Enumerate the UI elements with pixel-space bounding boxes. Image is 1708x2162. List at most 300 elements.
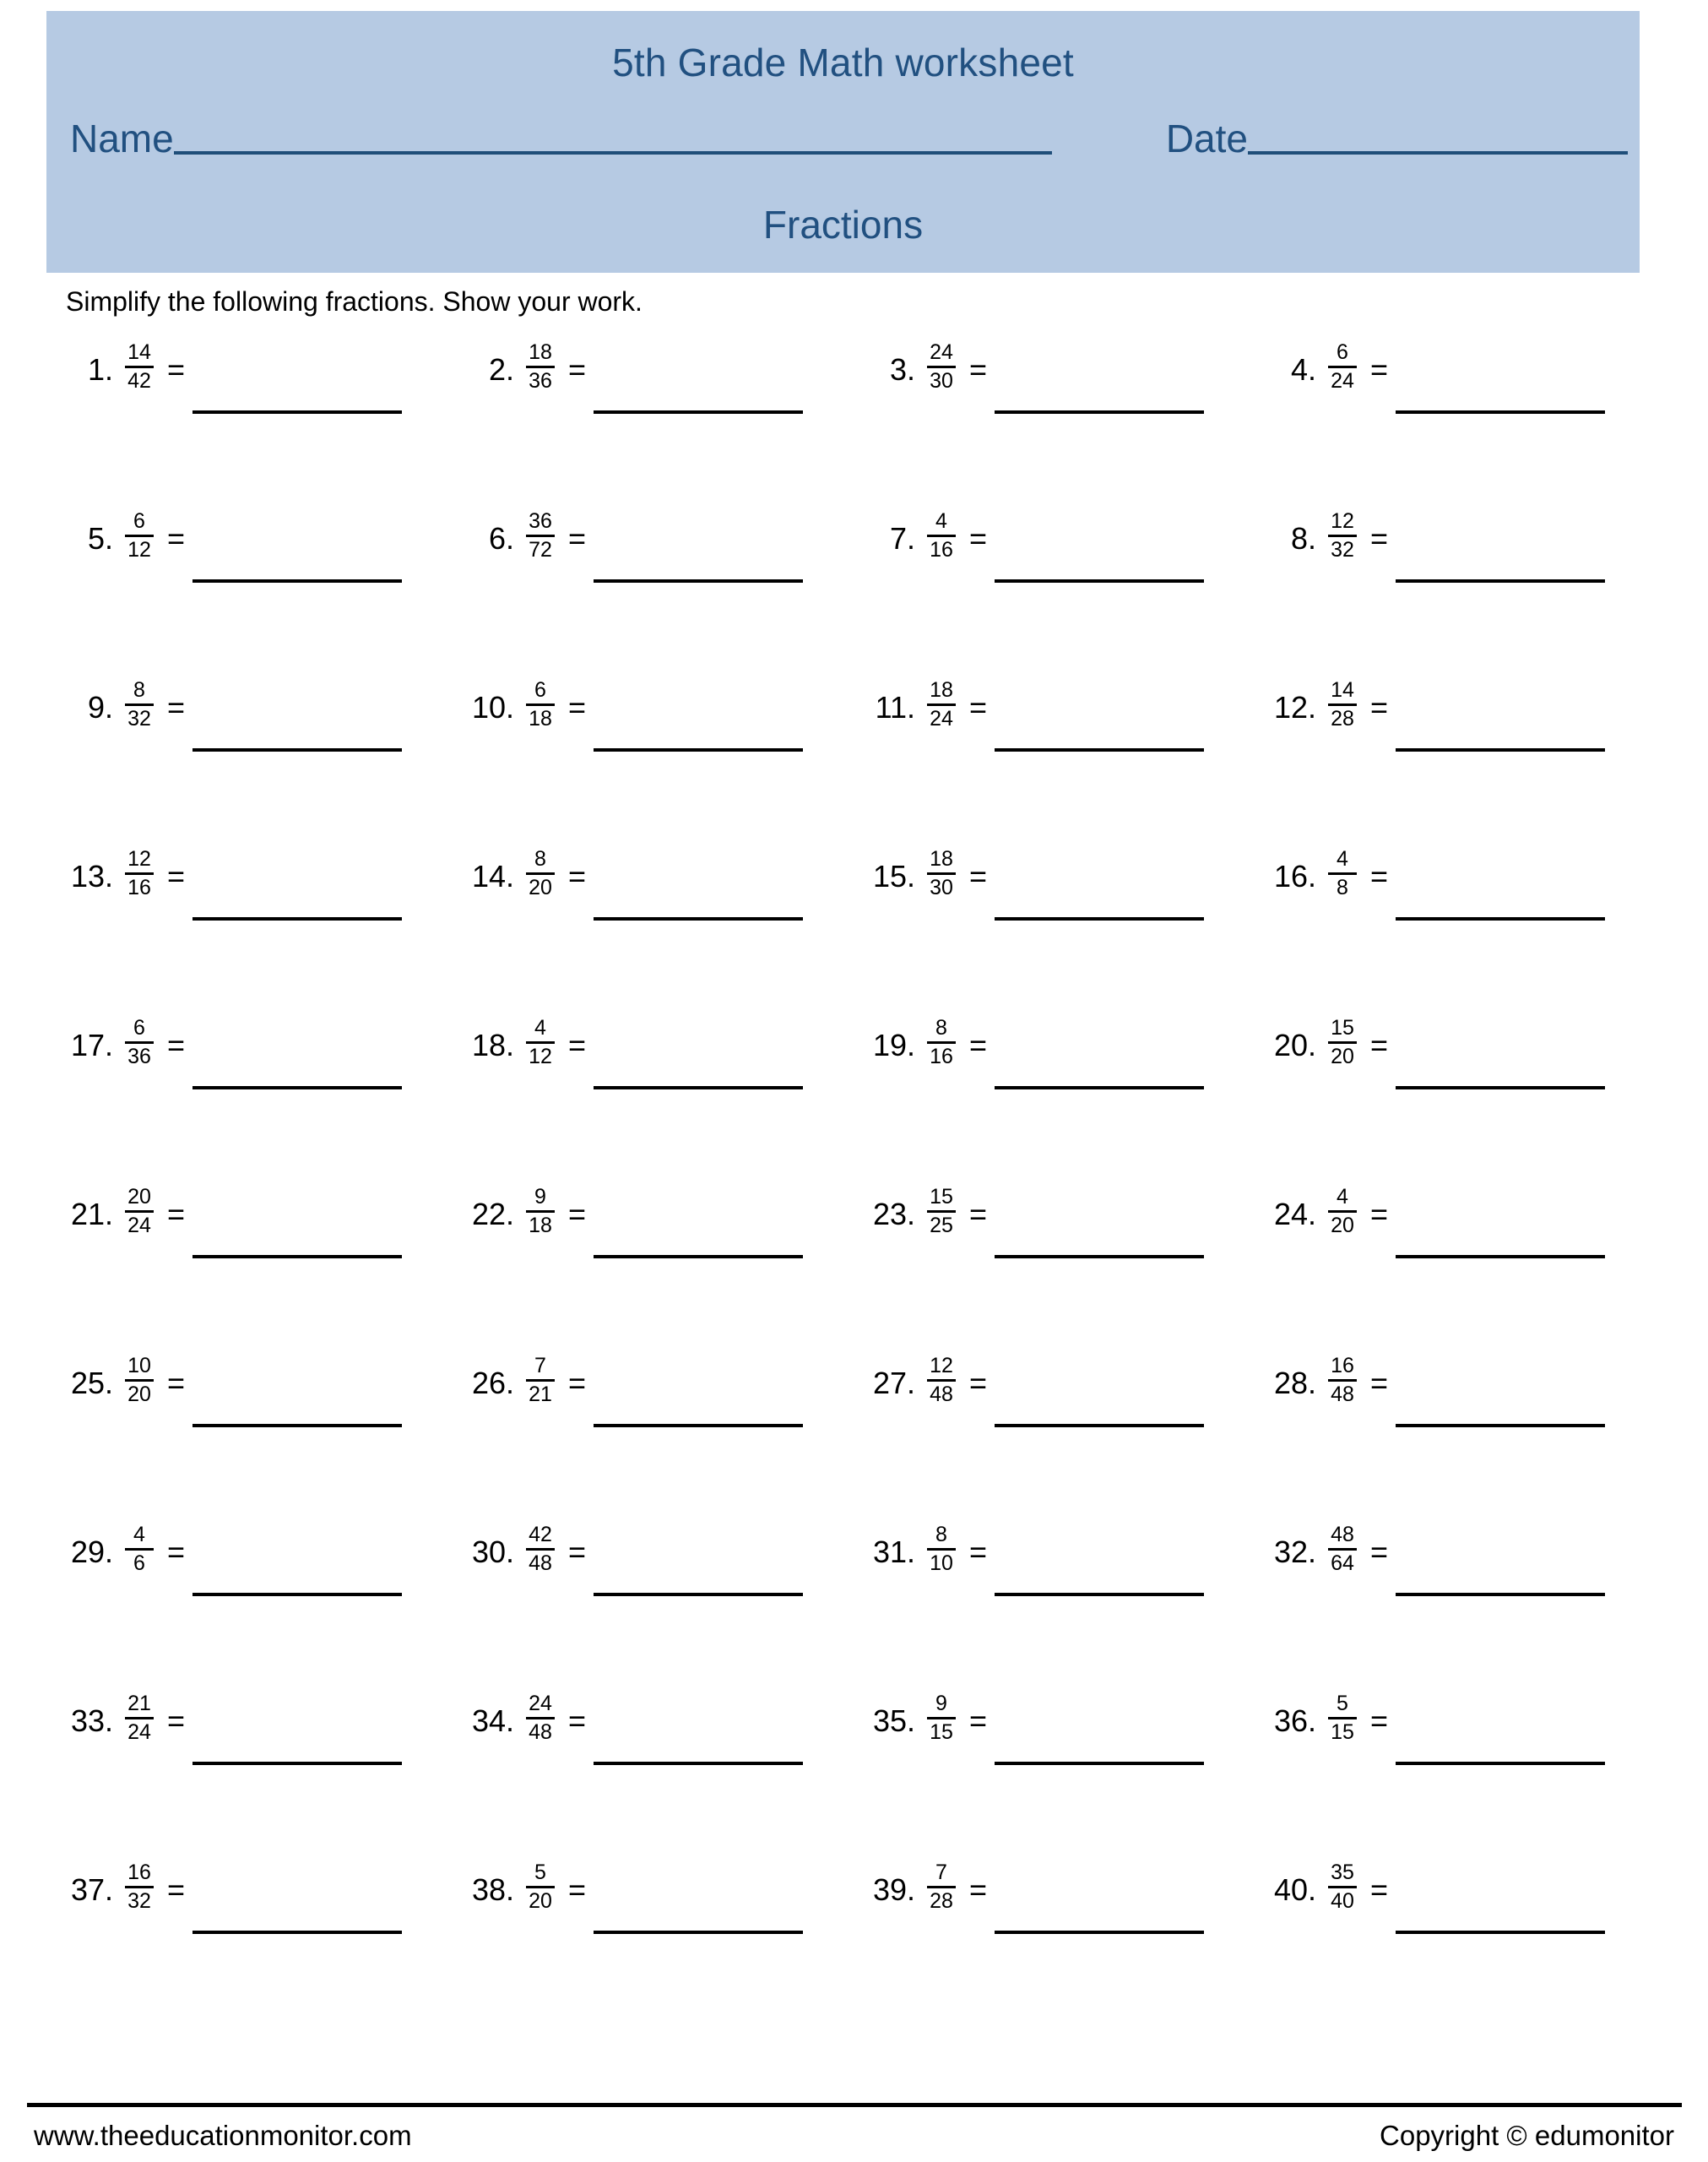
fraction-bar — [927, 703, 956, 706]
fraction-denominator: 24 — [127, 1720, 151, 1744]
answer-blank[interactable] — [594, 579, 803, 583]
equals-sign: = — [167, 352, 186, 387]
fraction — [1328, 1687, 1357, 1744]
fraction-denominator: 10 — [930, 1551, 953, 1575]
name-label: Name — [70, 117, 174, 160]
problem-number: 7. — [889, 521, 915, 556]
problem-cell — [51, 1350, 452, 1518]
problem-cell — [452, 1350, 853, 1518]
equals-sign: = — [969, 690, 988, 725]
fraction-numerator: 42 — [529, 1523, 552, 1546]
fraction-bar — [1328, 1041, 1357, 1044]
fraction — [927, 1350, 956, 1406]
answer-blank[interactable] — [1396, 1762, 1605, 1765]
fraction — [927, 1687, 956, 1744]
problem-cell — [1254, 505, 1655, 674]
problem-number: 5. — [87, 521, 113, 556]
equals-sign: = — [1370, 690, 1389, 725]
answer-blank[interactable] — [995, 1086, 1204, 1089]
problem-number: 38. — [471, 1872, 514, 1907]
fraction-bar — [927, 366, 956, 368]
answer-blank[interactable] — [594, 748, 803, 752]
problem-number: 2. — [488, 352, 514, 387]
answer-blank[interactable] — [1396, 1086, 1605, 1089]
answer-blank[interactable] — [995, 748, 1204, 752]
fraction-denominator: 64 — [1331, 1551, 1354, 1575]
fraction — [125, 674, 154, 731]
fraction-denominator: 18 — [529, 1214, 552, 1237]
name-input-line[interactable] — [174, 151, 1052, 155]
fraction-numerator: 8 — [935, 1016, 947, 1040]
fraction — [1328, 1856, 1357, 1913]
problem-number: 9. — [87, 690, 113, 725]
instructions-text: Simplify the following fractions. Show your work. — [66, 286, 643, 317]
fraction-numerator: 35 — [1331, 1861, 1354, 1884]
answer-blank[interactable] — [192, 1593, 402, 1596]
fraction — [526, 1518, 555, 1575]
problem-number: 22. — [471, 1197, 514, 1231]
answer-blank[interactable] — [594, 917, 803, 921]
fraction-bar — [927, 1548, 956, 1551]
problem-cell — [452, 843, 853, 1012]
footer — [34, 2120, 1674, 2152]
fraction — [1328, 1181, 1357, 1237]
problem-number: 27. — [872, 1366, 915, 1400]
answer-blank[interactable] — [995, 917, 1204, 921]
fraction — [125, 1856, 154, 1913]
fraction-bar — [1328, 535, 1357, 537]
fraction — [526, 1181, 555, 1237]
problem-number: 28. — [1273, 1366, 1316, 1400]
footer-divider — [27, 2103, 1682, 2107]
answer-blank[interactable] — [995, 579, 1204, 583]
equals-sign: = — [1370, 1872, 1389, 1907]
problem-cell — [1254, 1181, 1655, 1350]
fraction — [125, 336, 154, 393]
fraction-numerator: 21 — [127, 1692, 151, 1715]
fraction-bar — [526, 1210, 555, 1213]
fraction-bar — [125, 1886, 154, 1888]
fraction — [526, 505, 555, 562]
answer-blank[interactable] — [192, 410, 402, 414]
fraction-denominator: 6 — [133, 1551, 145, 1575]
fraction-numerator: 9 — [534, 1185, 546, 1209]
problem-number: 3. — [889, 352, 915, 387]
fraction-numerator: 4 — [534, 1016, 546, 1040]
problem-cell — [1254, 1012, 1655, 1181]
fraction-bar — [927, 1717, 956, 1719]
fraction-numerator: 9 — [935, 1692, 947, 1715]
problem-number: 37. — [70, 1872, 113, 1907]
problem-row — [51, 1350, 1655, 1518]
answer-blank[interactable] — [995, 1762, 1204, 1765]
fraction-denominator: 36 — [529, 369, 552, 393]
fraction-denominator: 30 — [930, 369, 953, 393]
problem-number: 33. — [70, 1703, 113, 1738]
problem-number: 6. — [488, 521, 514, 556]
fraction — [927, 843, 956, 899]
problem-cell — [452, 1012, 853, 1181]
problem-number: 40. — [1273, 1872, 1316, 1907]
fraction-denominator: 8 — [1337, 876, 1348, 899]
problem-cell — [853, 674, 1254, 843]
fraction-bar — [526, 1717, 555, 1719]
equals-sign: = — [969, 1872, 988, 1907]
problem-number: 29. — [70, 1535, 113, 1569]
fraction-numerator: 4 — [1337, 847, 1348, 871]
problem-cell — [853, 1856, 1254, 2025]
problem-cell — [452, 1518, 853, 1687]
answer-blank[interactable] — [995, 1593, 1204, 1596]
answer-blank[interactable] — [995, 1424, 1204, 1427]
answer-blank[interactable] — [594, 1931, 803, 1934]
problem-cell — [1254, 1687, 1655, 1856]
fraction-numerator: 18 — [930, 847, 953, 871]
equals-sign: = — [568, 1703, 587, 1738]
fraction — [125, 1350, 154, 1406]
fraction-denominator: 48 — [529, 1551, 552, 1575]
problem-cell — [51, 1687, 452, 1856]
problem-cell — [51, 1012, 452, 1181]
answer-blank[interactable] — [1396, 410, 1605, 414]
fraction-denominator: 48 — [930, 1382, 953, 1406]
fraction — [526, 674, 555, 731]
fraction-numerator: 8 — [534, 847, 546, 871]
answer-blank[interactable] — [1396, 1931, 1605, 1934]
equals-sign: = — [568, 1197, 587, 1231]
fraction-numerator: 15 — [1331, 1016, 1354, 1040]
fraction-numerator: 16 — [127, 1861, 151, 1884]
problem-cell — [51, 674, 452, 843]
fraction-bar — [1328, 1379, 1357, 1382]
fraction-numerator: 12 — [127, 847, 151, 871]
problem-number: 19. — [872, 1028, 915, 1062]
problem-number: 15. — [872, 859, 915, 894]
fraction-numerator: 12 — [930, 1354, 953, 1377]
equals-sign: = — [167, 1366, 186, 1400]
problem-cell — [51, 505, 452, 674]
fraction-bar — [1328, 1548, 1357, 1551]
problem-cell — [51, 1518, 452, 1687]
problem-number: 39. — [872, 1872, 915, 1907]
answer-blank[interactable] — [1396, 1593, 1605, 1596]
fraction — [927, 1856, 956, 1913]
answer-blank[interactable] — [995, 1255, 1204, 1258]
fraction-bar — [1328, 1886, 1357, 1888]
fraction — [1328, 843, 1357, 899]
answer-blank[interactable] — [192, 1931, 402, 1934]
date-label: Date — [1165, 117, 1248, 160]
problem-row — [51, 674, 1655, 843]
problem-cell — [1254, 336, 1655, 505]
fraction — [1328, 1350, 1357, 1406]
problem-cell — [853, 1012, 1254, 1181]
fraction-denominator: 28 — [930, 1889, 953, 1913]
fraction-numerator: 24 — [930, 340, 953, 364]
problem-cell — [452, 336, 853, 505]
name-date-row — [70, 107, 1628, 160]
fraction-numerator: 48 — [1331, 1523, 1354, 1546]
fraction-numerator: 20 — [127, 1185, 151, 1209]
answer-blank[interactable] — [594, 1593, 803, 1596]
answer-blank[interactable] — [1396, 579, 1605, 583]
fraction-numerator: 14 — [127, 340, 151, 364]
fraction-bar — [927, 1041, 956, 1044]
equals-sign: = — [568, 859, 587, 894]
answer-blank[interactable] — [1396, 748, 1605, 752]
fraction — [1328, 336, 1357, 393]
fraction-denominator: 72 — [529, 538, 552, 562]
fraction-bar — [125, 1548, 154, 1551]
equals-sign: = — [1370, 352, 1389, 387]
fraction — [927, 1518, 956, 1575]
problem-cell — [853, 1518, 1254, 1687]
equals-sign: = — [167, 859, 186, 894]
fraction — [125, 505, 154, 562]
fraction — [927, 336, 956, 393]
fraction-numerator: 5 — [534, 1861, 546, 1884]
fraction — [1328, 1012, 1357, 1068]
problem-number: 26. — [471, 1366, 514, 1400]
fraction-bar — [526, 1548, 555, 1551]
problem-cell — [1254, 1350, 1655, 1518]
answer-blank[interactable] — [995, 410, 1204, 414]
problem-number: 1. — [87, 352, 113, 387]
equals-sign: = — [969, 859, 988, 894]
problem-number: 16. — [1273, 859, 1316, 894]
problem-cell — [1254, 674, 1655, 843]
worksheet-header-band — [46, 11, 1640, 273]
problem-cell — [452, 505, 853, 674]
answer-blank[interactable] — [192, 1086, 402, 1089]
fraction-numerator: 10 — [127, 1354, 151, 1377]
equals-sign: = — [969, 1535, 988, 1569]
equals-sign: = — [969, 521, 988, 556]
problem-number: 21. — [70, 1197, 113, 1231]
fraction-bar — [526, 1886, 555, 1888]
fraction — [927, 674, 956, 731]
fraction-bar — [1328, 1717, 1357, 1719]
fraction-bar — [125, 366, 154, 368]
fraction-bar — [526, 1379, 555, 1382]
problem-cell — [452, 1687, 853, 1856]
answer-blank[interactable] — [192, 1762, 402, 1765]
equals-sign: = — [1370, 1197, 1389, 1231]
fraction — [927, 505, 956, 562]
problem-number: 11. — [875, 690, 915, 725]
fraction-numerator: 7 — [935, 1861, 947, 1884]
fraction-bar — [1328, 366, 1357, 368]
problem-number: 32. — [1273, 1535, 1316, 1569]
fraction-numerator: 6 — [534, 678, 546, 702]
problem-number: 4. — [1290, 352, 1316, 387]
problem-number: 23. — [872, 1197, 915, 1231]
problem-cell — [452, 1856, 853, 2025]
problem-number: 35. — [872, 1703, 915, 1738]
fraction — [1328, 505, 1357, 562]
fraction-bar — [927, 535, 956, 537]
fraction — [125, 1181, 154, 1237]
problem-cell — [853, 1350, 1254, 1518]
footer-website[interactable]: www.theeducationmonitor.com — [34, 2120, 412, 2151]
problem-row — [51, 1687, 1655, 1856]
fraction-denominator: 28 — [1331, 707, 1354, 731]
problem-row — [51, 1856, 1655, 2025]
problem-number: 12. — [1273, 690, 1316, 725]
answer-blank[interactable] — [192, 579, 402, 583]
answer-blank[interactable] — [192, 917, 402, 921]
answer-blank[interactable] — [192, 1424, 402, 1427]
fraction-bar — [125, 1379, 154, 1382]
fraction — [526, 1856, 555, 1913]
equals-sign: = — [568, 1366, 587, 1400]
fraction-numerator: 18 — [930, 678, 953, 702]
fraction-denominator: 32 — [1331, 538, 1354, 562]
fraction-denominator: 32 — [127, 707, 151, 731]
equals-sign: = — [167, 1535, 186, 1569]
fraction-bar — [927, 872, 956, 875]
equals-sign: = — [568, 1028, 587, 1062]
fraction-numerator: 6 — [1337, 340, 1348, 364]
fraction-denominator: 20 — [1331, 1214, 1354, 1237]
answer-blank[interactable] — [1396, 1255, 1605, 1258]
problem-number: 20. — [1273, 1028, 1316, 1062]
date-input-line[interactable] — [1248, 151, 1628, 155]
problem-number: 31. — [872, 1535, 915, 1569]
fraction-denominator: 42 — [127, 369, 151, 393]
problem-grid — [51, 336, 1655, 2025]
equals-sign: = — [1370, 1366, 1389, 1400]
problem-row — [51, 1518, 1655, 1687]
problem-number: 36. — [1273, 1703, 1316, 1738]
fraction-denominator: 32 — [127, 1889, 151, 1913]
fraction-numerator: 12 — [1331, 509, 1354, 533]
fraction-bar — [526, 703, 555, 706]
fraction-denominator: 20 — [529, 1889, 552, 1913]
fraction-numerator: 7 — [534, 1354, 546, 1377]
problem-cell — [853, 1181, 1254, 1350]
fraction-numerator: 16 — [1331, 1354, 1354, 1377]
fraction-denominator: 24 — [1331, 369, 1354, 393]
fraction-numerator: 14 — [1331, 678, 1354, 702]
fraction-denominator: 48 — [1331, 1382, 1354, 1406]
problem-cell — [1254, 1856, 1655, 2025]
problem-cell — [1254, 843, 1655, 1012]
fraction-bar — [927, 1379, 956, 1382]
fraction-bar — [526, 366, 555, 368]
problem-cell — [853, 843, 1254, 1012]
problem-number: 10. — [471, 690, 514, 725]
fraction — [526, 1350, 555, 1406]
fraction-bar — [526, 535, 555, 537]
answer-blank[interactable] — [1396, 917, 1605, 921]
answer-blank[interactable] — [1396, 1424, 1605, 1427]
fraction-numerator: 5 — [1337, 1692, 1348, 1715]
page-subtitle: Fractions — [762, 203, 924, 247]
equals-sign: = — [969, 1366, 988, 1400]
fraction-numerator: 4 — [133, 1523, 145, 1546]
fraction — [1328, 674, 1357, 731]
fraction — [927, 1181, 956, 1237]
problem-number: 8. — [1290, 521, 1316, 556]
problem-number: 18. — [471, 1028, 514, 1062]
problem-row — [51, 843, 1655, 1012]
equals-sign: = — [1370, 1535, 1389, 1569]
problem-cell — [853, 336, 1254, 505]
equals-sign: = — [1370, 1703, 1389, 1738]
fraction-numerator: 24 — [529, 1692, 552, 1715]
equals-sign: = — [969, 1028, 988, 1062]
equals-sign: = — [568, 1535, 587, 1569]
fraction-bar — [1328, 1210, 1357, 1213]
fraction-bar — [927, 1210, 956, 1213]
fraction-numerator: 15 — [930, 1185, 953, 1209]
problem-number: 13. — [70, 859, 113, 894]
problem-row — [51, 1012, 1655, 1181]
answer-blank[interactable] — [995, 1931, 1204, 1934]
fraction — [526, 1012, 555, 1068]
fraction-bar — [125, 1717, 154, 1719]
problem-number: 34. — [471, 1703, 514, 1738]
equals-sign: = — [167, 521, 186, 556]
fraction — [526, 336, 555, 393]
fraction-numerator: 8 — [935, 1523, 947, 1546]
problem-cell — [51, 1856, 452, 2025]
fraction-denominator: 18 — [529, 707, 552, 731]
equals-sign: = — [568, 521, 587, 556]
equals-sign: = — [969, 1197, 988, 1231]
fraction-bar — [125, 1210, 154, 1213]
problem-cell — [853, 505, 1254, 674]
problem-number: 24. — [1273, 1197, 1316, 1231]
problem-row — [51, 505, 1655, 674]
fraction-denominator: 15 — [1331, 1720, 1354, 1744]
fraction-numerator: 6 — [133, 509, 145, 533]
fraction-denominator: 48 — [529, 1720, 552, 1744]
problem-cell — [452, 674, 853, 843]
fraction-denominator: 40 — [1331, 1889, 1354, 1913]
fraction-denominator: 16 — [127, 876, 151, 899]
equals-sign: = — [969, 352, 988, 387]
answer-blank[interactable] — [594, 1086, 803, 1089]
equals-sign: = — [167, 1872, 186, 1907]
problem-number: 25. — [70, 1366, 113, 1400]
fraction-denominator: 36 — [127, 1045, 151, 1068]
answer-blank[interactable] — [594, 1762, 803, 1765]
fraction-denominator: 16 — [930, 538, 953, 562]
equals-sign: = — [568, 1872, 587, 1907]
fraction-bar — [1328, 703, 1357, 706]
problem-number: 14. — [471, 859, 514, 894]
answer-blank[interactable] — [192, 748, 402, 752]
answer-blank[interactable] — [192, 1255, 402, 1258]
answer-blank[interactable] — [594, 410, 803, 414]
equals-sign: = — [167, 1703, 186, 1738]
problem-row — [51, 336, 1655, 505]
fraction-denominator: 25 — [930, 1214, 953, 1237]
equals-sign: = — [1370, 521, 1389, 556]
answer-blank[interactable] — [594, 1424, 803, 1427]
fraction-bar — [1328, 872, 1357, 875]
fraction-numerator: 36 — [529, 509, 552, 533]
fraction-denominator: 15 — [930, 1720, 953, 1744]
answer-blank[interactable] — [594, 1255, 803, 1258]
problem-row — [51, 1181, 1655, 1350]
fraction — [526, 843, 555, 899]
equals-sign: = — [568, 690, 587, 725]
fraction-numerator: 18 — [529, 340, 552, 364]
fraction-denominator: 12 — [529, 1045, 552, 1068]
